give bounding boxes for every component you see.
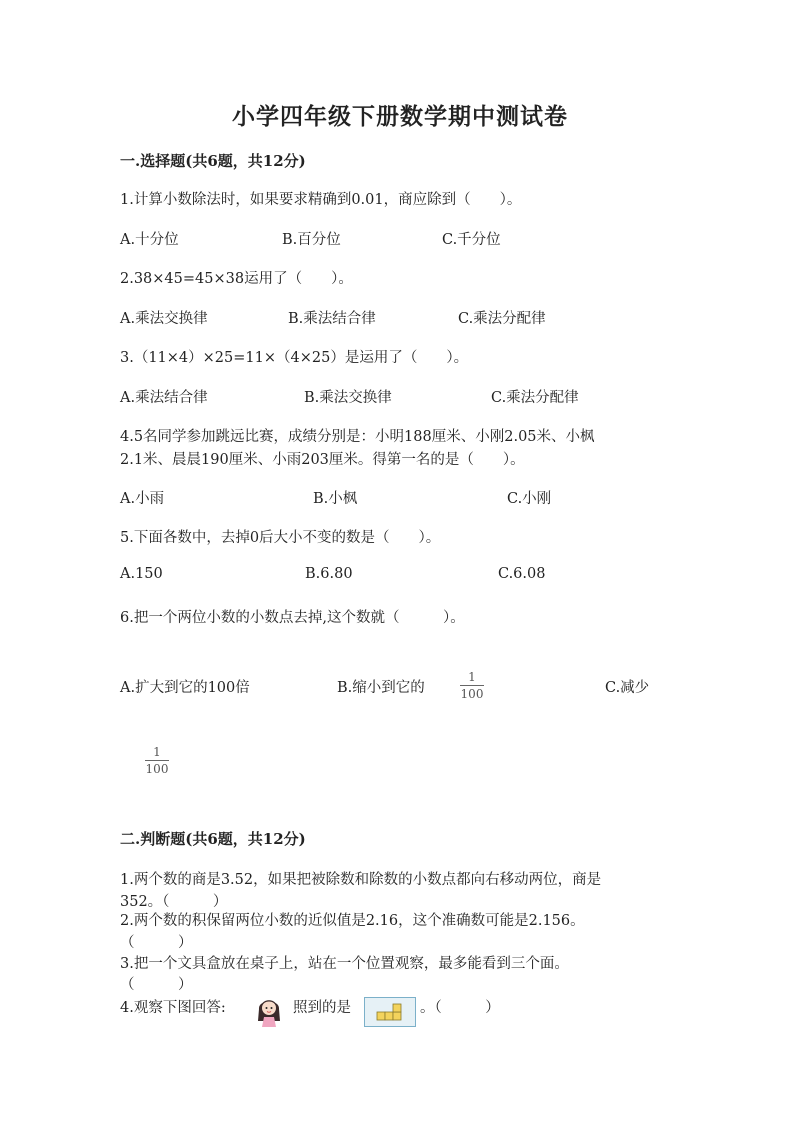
q2-option-b: B.乘法结合律: [288, 311, 376, 327]
judgement-1-line1: 1.两个数的商是3.52，如果把被除数和除数的小数点都向右移动两位，商是: [120, 872, 602, 888]
judgement-4-suffix: 。（ ）: [420, 1000, 500, 1016]
judgement-2-line2: （ ）: [120, 935, 193, 951]
question-4-line1: 4.5名同学参加跳远比赛，成绩分别是：小明188厘米、小刚2.05米、小枫: [120, 429, 595, 445]
question-4-line2: 2.1米、晨晨190厘米、小雨203厘米。得第一名的是（ ）。: [120, 452, 525, 468]
judgement-4-middle: 照到的是: [293, 1000, 351, 1016]
q3-option-a: A.乘法结合律: [120, 390, 208, 406]
q6-option-c: C.减少: [605, 680, 650, 696]
judgement-3-line1: 3.把一个文具盒放在桌子上，站在一个位置观察，最多能看到三个面。: [120, 956, 569, 972]
q3-option-c: C.乘法分配律: [491, 390, 579, 406]
question-5: 5.下面各数中，去掉0后大小不变的数是（ ）。: [120, 530, 441, 546]
question-6: 6.把一个两位小数的小数点去掉,这个数就（ ）。: [120, 610, 465, 626]
question-2: 2.38×45=45×38运用了（ ）。: [120, 271, 353, 287]
fraction-numerator: 1: [153, 745, 161, 759]
question-1: 1.计算小数除法时，如果要求精确到0.01，商应除到（ ）。: [120, 192, 522, 208]
fraction-bar: [145, 760, 169, 761]
q6-option-a: A.扩大到它的100倍: [120, 680, 250, 696]
girl-icon: [256, 995, 282, 1027]
fraction-denominator: 100: [145, 762, 169, 776]
q5-option-c: C.6.08: [498, 566, 546, 582]
q1-option-b: B.百分位: [282, 232, 341, 248]
judgement-4-prefix: 4.观察下图回答:: [120, 1000, 226, 1016]
q3-option-b: B.乘法交换律: [304, 390, 392, 406]
fraction-bar: [460, 685, 484, 686]
q6-fraction-c: [145, 745, 169, 776]
q6-fraction-b: [460, 670, 484, 701]
fraction-denominator: 100: [460, 687, 484, 701]
question-3: 3.（11×4）×25=11×（4×25）是运用了（ ）。: [120, 350, 469, 366]
judgement-1-line2: 352。（ ）: [120, 894, 228, 910]
q1-option-a: A.十分位: [120, 232, 179, 248]
fraction-numerator: 1: [468, 670, 476, 684]
q6-option-b: B.缩小到它的: [337, 680, 425, 696]
section-heading-judgement: 二.判断题(共6题，共12分): [120, 830, 306, 848]
q4-option-c: C.小刚: [507, 491, 552, 507]
q5-option-a: A.150: [120, 566, 163, 582]
judgement-3-line2: （ ）: [120, 977, 193, 993]
block-view-figure: [364, 997, 416, 1027]
q2-option-c: C.乘法分配律: [458, 311, 546, 327]
q4-option-b: B.小枫: [313, 491, 358, 507]
page-title: 小学四年级下册数学期中测试卷: [232, 103, 568, 130]
section-heading-choice: 一.选择题(共6题，共12分): [120, 152, 306, 170]
q5-option-b: B.6.80: [305, 566, 353, 582]
q4-option-a: A.小雨: [120, 491, 165, 507]
q2-option-a: A.乘法交换律: [120, 311, 208, 327]
judgement-2-line1: 2.两个数的积保留两位小数的近似值是2.16，这个准确数可能是2.156。: [120, 913, 585, 929]
q1-option-c: C.千分位: [442, 232, 501, 248]
block-view-icon: [365, 998, 415, 1026]
